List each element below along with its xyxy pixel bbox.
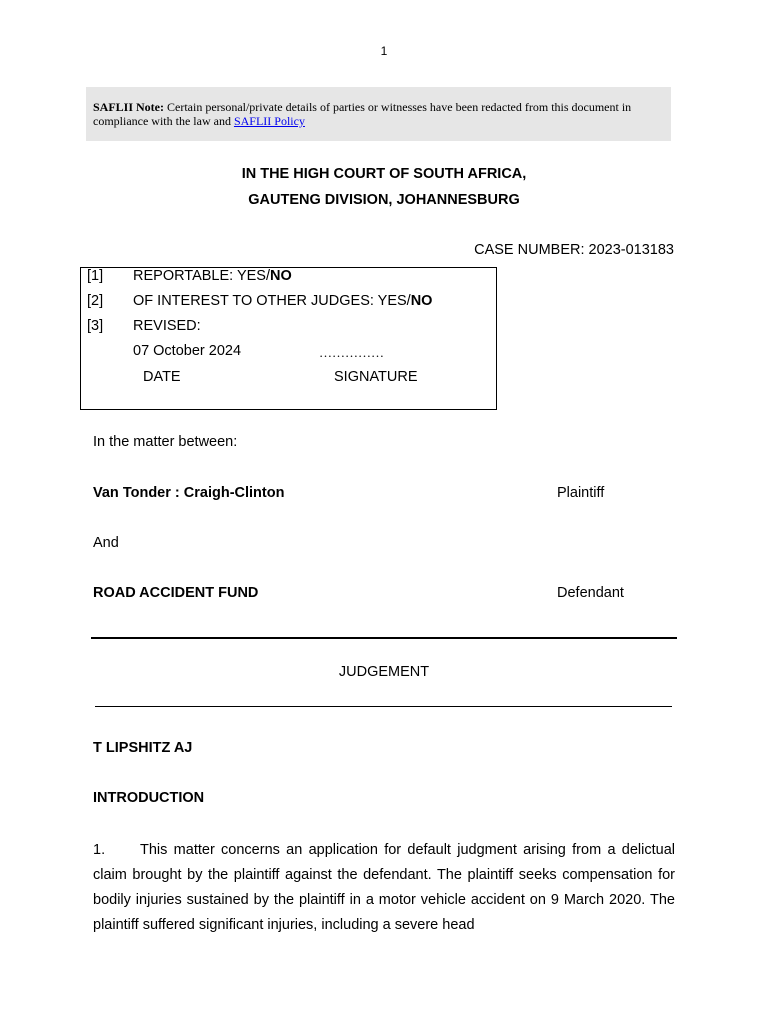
divider-thin	[95, 706, 672, 707]
signature-label: SIGNATURE	[334, 369, 418, 385]
interest-item	[133, 293, 432, 309]
case-number: CASE NUMBER: 2023-013183	[474, 242, 674, 258]
signature-dots: ……………	[319, 345, 384, 360]
page-number: 1	[380, 44, 388, 58]
defendant-role: Defendant	[557, 585, 624, 601]
item-number: [2]	[87, 293, 104, 309]
item-number: [3]	[87, 318, 104, 334]
paragraph-number: 1.	[93, 842, 106, 858]
paragraph-1	[93, 838, 675, 938]
matter-intro: In the matter between:	[93, 434, 238, 450]
saflii-note	[86, 87, 671, 141]
interest-label: OF INTEREST TO OTHER JUDGES: YES/	[133, 293, 411, 309]
judge-name: T LIPSHITZ AJ	[93, 740, 193, 756]
reportable-item	[133, 268, 292, 284]
plaintiff-role: Plaintiff	[557, 485, 605, 501]
reportability-box	[80, 267, 497, 410]
date-label: DATE	[143, 369, 181, 385]
item-number: [1]	[87, 268, 104, 284]
reportable-label: REPORTABLE: YES/	[133, 268, 270, 284]
paragraph-text: This matter concerns an application for default judgment arising from a delictual claim brought by the plaintiff against the defendant. The plaintiff seeks compensation for bodily injuries sustained by the plaintiff in a motor vehicle accident on 9 March 2020. The plaintiff suffered significant injuries, including a severe head	[93, 842, 675, 933]
judgement-title: JUDGEMENT	[338, 664, 430, 680]
revised-label: REVISED:	[133, 318, 201, 334]
reportable-answer: NO	[270, 268, 292, 284]
note-text: Certain personal/private details of parties or witnesses have been redacted from this document in compliance with the law and	[93, 100, 632, 128]
court-name-line1: IN THE HIGH COURT OF SOUTH AFRICA,	[241, 166, 527, 182]
divider-thick	[91, 637, 677, 639]
court-name-line2: GAUTENG DIVISION, JOHANNESBURG	[248, 192, 520, 208]
defendant-name: ROAD ACCIDENT FUND	[93, 585, 259, 601]
and-connector: And	[93, 535, 119, 551]
interest-answer: NO	[410, 293, 433, 309]
saflii-policy-link[interactable]: SAFLII Policy	[233, 114, 305, 128]
note-label: SAFLII Note:	[93, 100, 164, 114]
plaintiff-name: Van Tonder : Craigh-Clinton	[93, 485, 285, 501]
revised-date: 07 October 2024	[133, 343, 242, 359]
section-heading: INTRODUCTION	[93, 790, 205, 806]
